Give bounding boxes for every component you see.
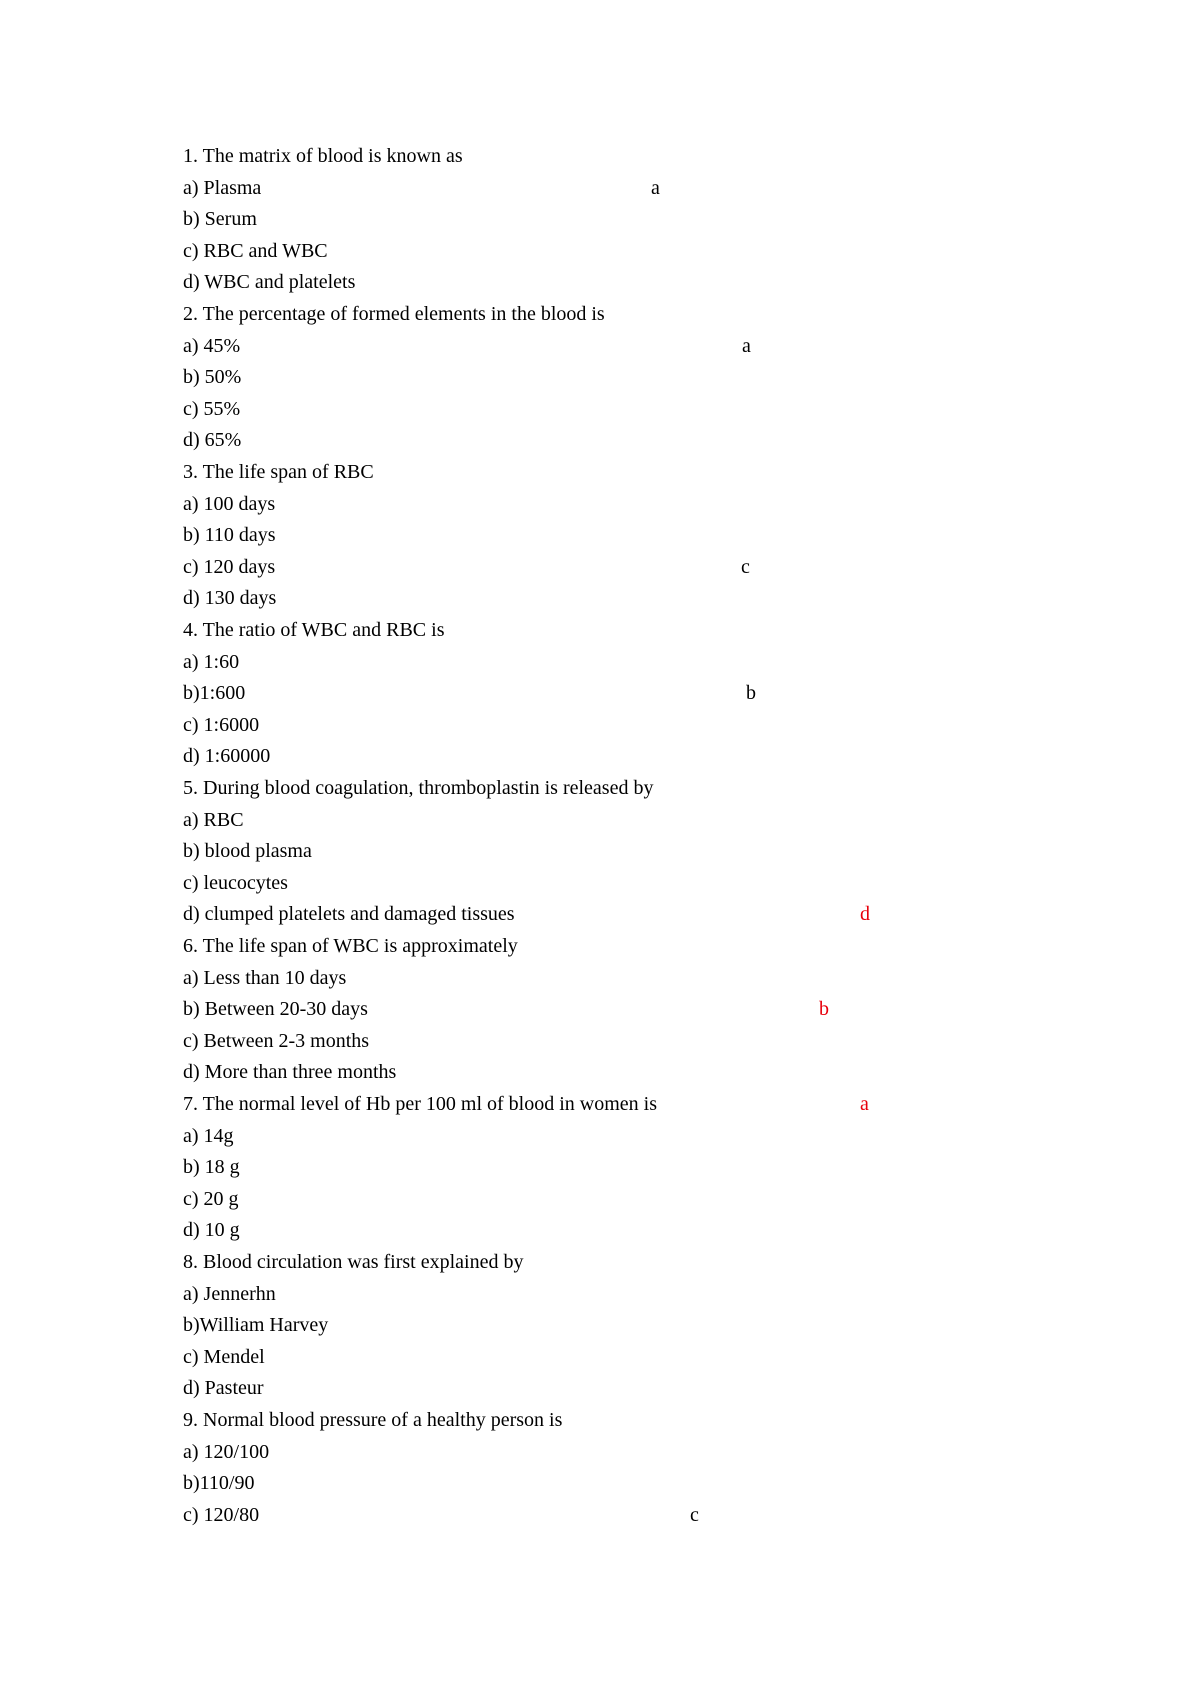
option-text: a) 100 days (183, 492, 276, 515)
answer-letter: b (819, 998, 829, 1021)
option-text: d) 10 g (183, 1219, 240, 1242)
option-text: d) 1:60000 (183, 745, 271, 768)
answer-letter: a (860, 1093, 869, 1115)
option-text: b) 18 g (183, 1156, 240, 1179)
option-text: d) 130 days (183, 587, 277, 610)
answer-letter: c (690, 1503, 699, 1526)
option-text: d) More than three months (183, 1061, 397, 1084)
answer-letter: a (742, 334, 751, 357)
option-text: d) clumped platelets and damaged tissues (183, 903, 515, 926)
question-text: 8. Blood circulation was first explained by (183, 1251, 524, 1273)
option-text: b) 50% (183, 366, 242, 389)
option-text: d) WBC and platelets (183, 271, 356, 294)
option-text: b)110/90 (183, 1472, 255, 1495)
option-text: b) 110 days (183, 524, 276, 547)
option-text: d) Pasteur (183, 1377, 264, 1400)
option-text: a) Jennerhn (183, 1282, 276, 1305)
option-text: a) Less than 10 days (183, 966, 347, 989)
option-text: c) 1:6000 (183, 713, 260, 736)
option-text: c) 120/80 (183, 1503, 260, 1526)
option-text: c) leucocytes (183, 871, 288, 894)
option-text: d) 65% (183, 429, 242, 452)
question-text: 6. The life span of WBC is approximately (183, 935, 518, 957)
option-text: a) Plasma (183, 176, 262, 199)
option-text: a) 45% (183, 334, 241, 357)
option-text: b)1:600 (183, 682, 246, 705)
question-text: 7. The normal level of Hb per 100 ml of blood in women is (183, 1093, 657, 1115)
answer-letter: b (746, 682, 756, 705)
option-text: a) RBC (183, 808, 244, 831)
option-text: c) RBC and WBC (183, 239, 328, 262)
question-text: 5. During blood coagulation, thromboplastin is released by (183, 777, 654, 799)
option-text: c) 20 g (183, 1187, 239, 1210)
option-text: c) 55% (183, 397, 241, 420)
question-text: 1. The matrix of blood is known as (183, 145, 463, 167)
option-text: c) Between 2-3 months (183, 1029, 370, 1052)
option-text: b) Serum (183, 208, 257, 231)
answer-letter: d (860, 903, 870, 926)
question-text: 9. Normal blood pressure of a healthy person is (183, 1409, 563, 1431)
question-text: 2. The percentage of formed elements in the blood is (183, 303, 605, 325)
option-text: c) Mendel (183, 1345, 265, 1368)
option-text: a) 120/100 (183, 1440, 270, 1463)
question-text: 4. The ratio of WBC and RBC is (183, 619, 445, 641)
option-text: a) 1:60 (183, 650, 240, 673)
option-text: b) blood plasma (183, 840, 312, 863)
answer-letter: a (651, 176, 660, 199)
option-text: b)William Harvey (183, 1314, 329, 1337)
option-text: a) 14g (183, 1124, 234, 1147)
answer-letter: c (741, 555, 750, 578)
option-text: c) 120 days (183, 555, 276, 578)
question-text: 3. The life span of RBC (183, 461, 374, 483)
option-text: b) Between 20-30 days (183, 998, 368, 1021)
